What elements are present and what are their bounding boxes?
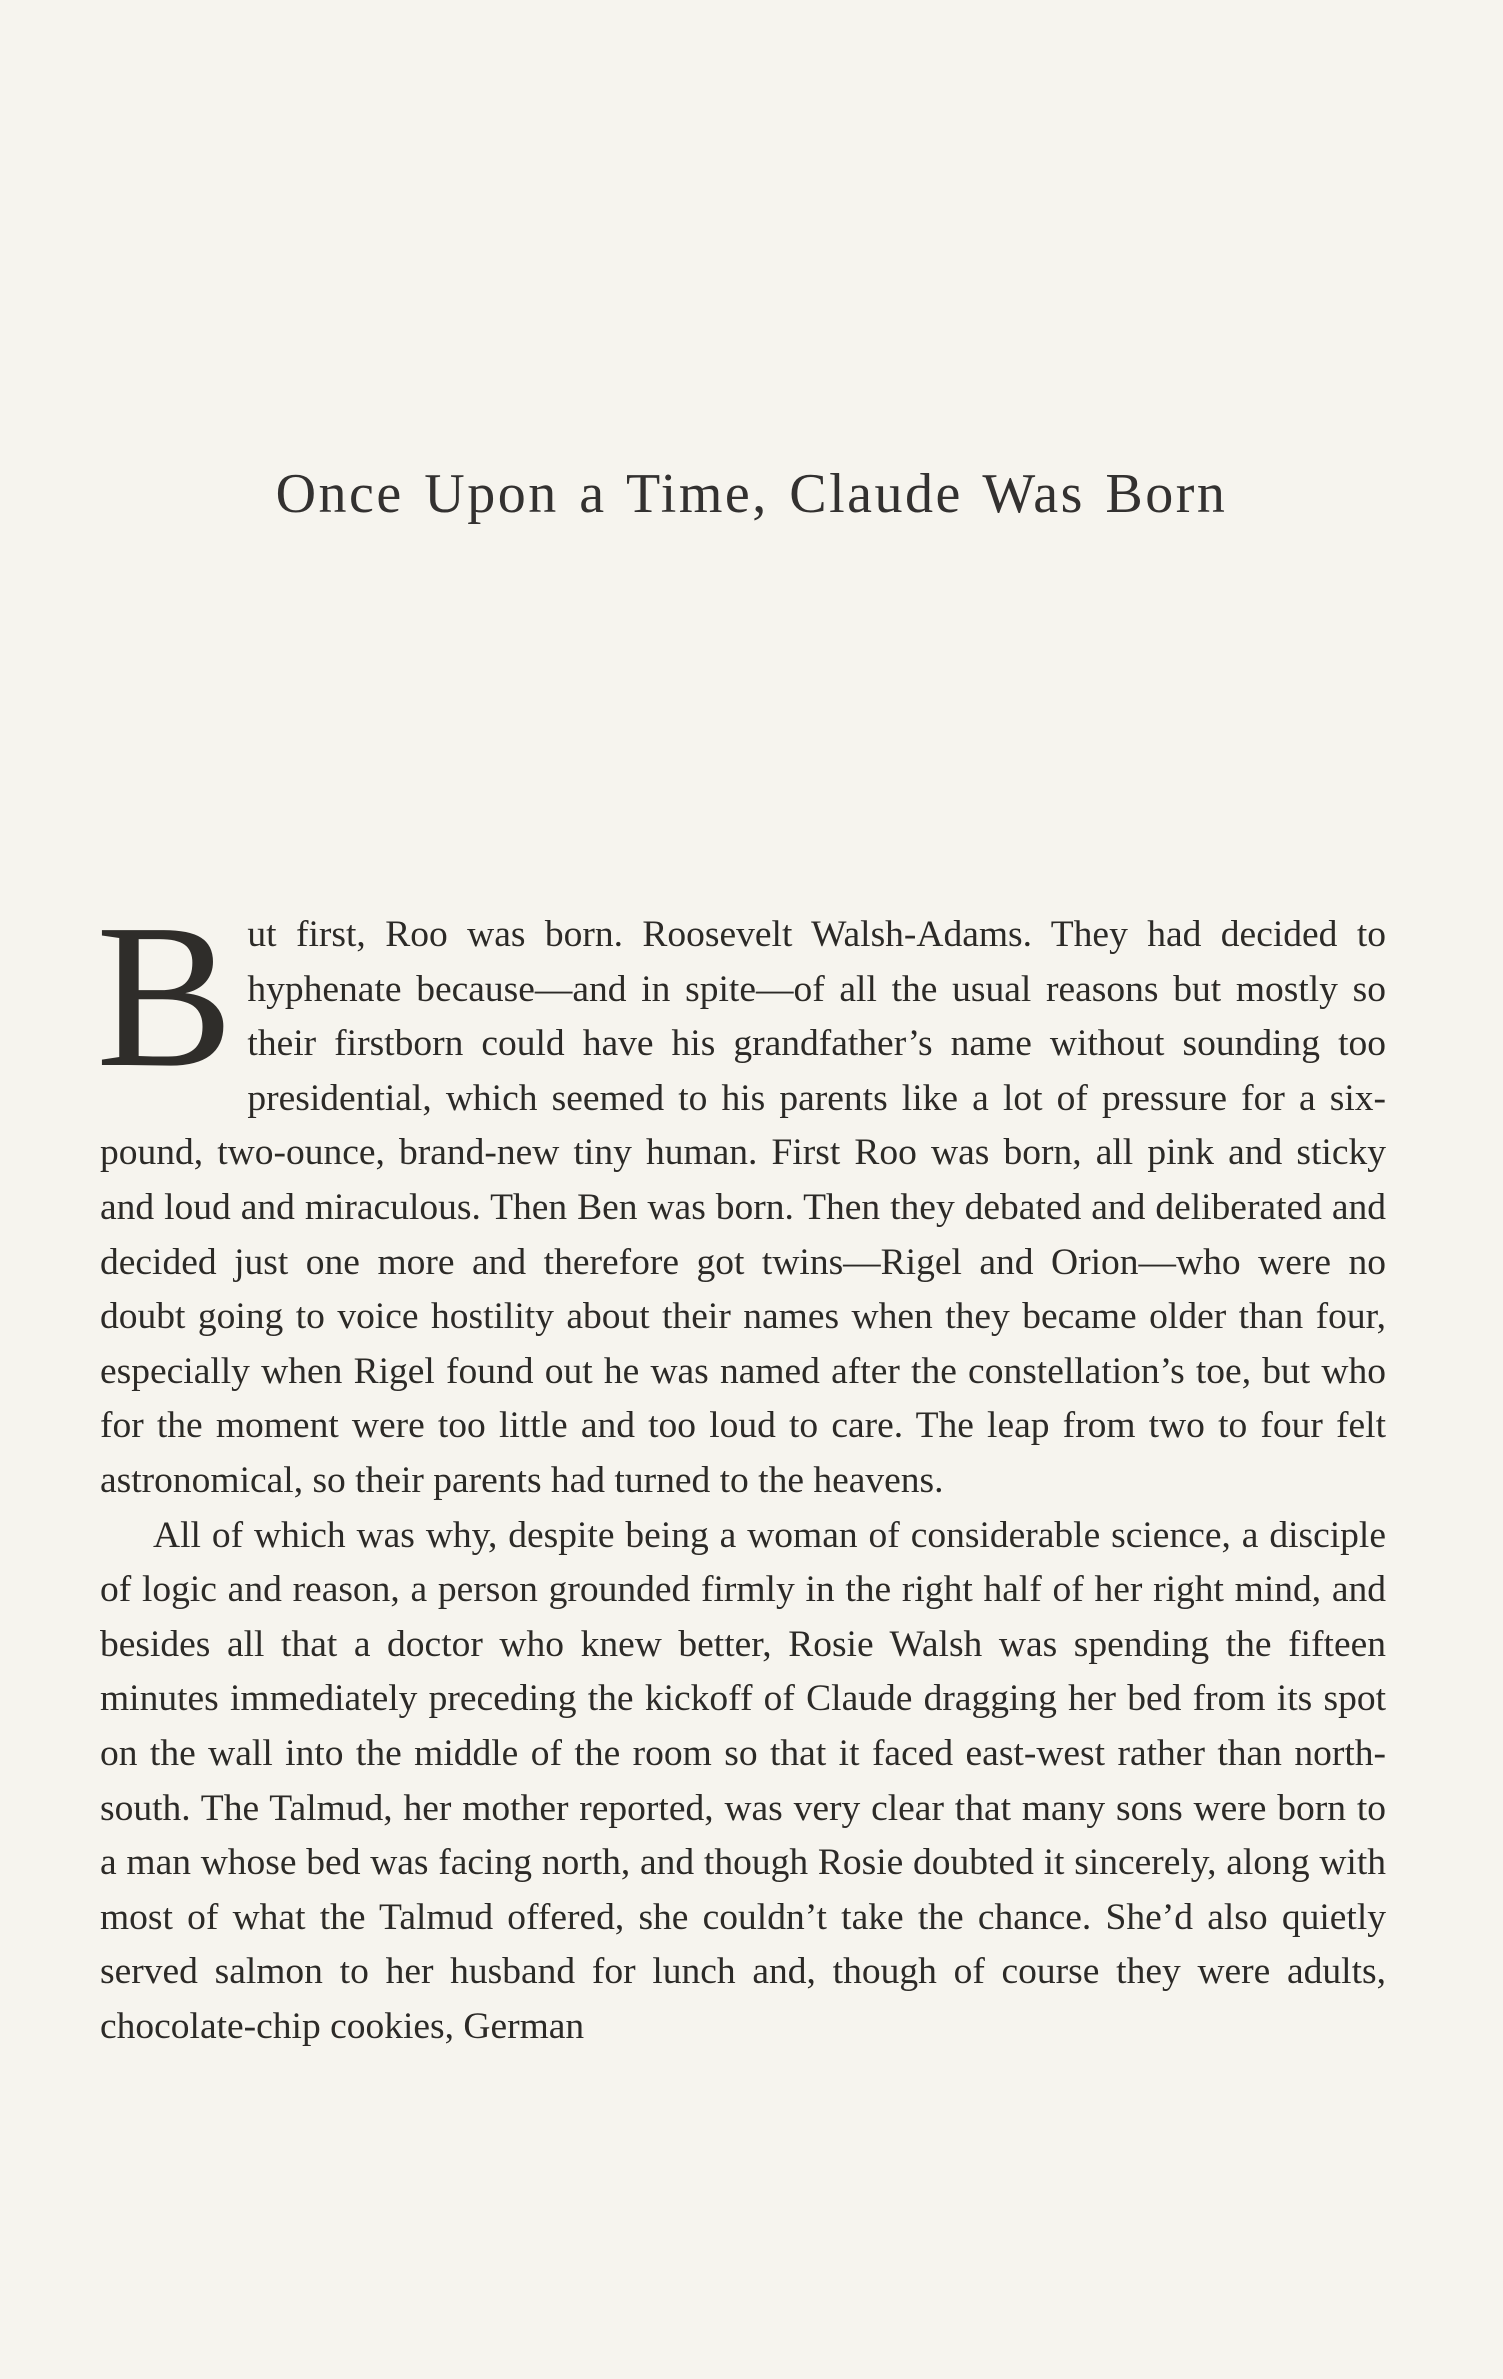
chapter-body: [96, 881, 1386, 2054]
paragraph-1: [96, 881, 1386, 1509]
paragraph-2: All of which was why, despite being a woman of considerable science, a disciple of logic and reason, a person grounded firmly in the right half of her right mind, and besides all that a doctor who knew better, Rosie Walsh was spending the fifteen minutes immediately preceding the kickoff of Claude dragging her bed from its spot on the wall into the middle of the room so that it faced east-west rather than north-south. The Talmud, her mother reported, was very clear that many sons were born to a man whose bed was facing north, and though Rosie doubted it sincerely, along with most of what the Talmud offered, she couldn’t take the chance. She’d also quietly served salmon to her husband for lunch and, though of course they were adults, chocolate-chip cookies, German: [100, 1514, 1386, 2047]
paragraph-1-text: ut first, Roo was born. Roosevelt Walsh-Adams. They had decided to hyphenate because—and in spite—of all the usual reasons but mostly so their firstborn could have his grandfather’s name without sounding too presidential, which seemed to his parents like a lot of pressure for a six-pound, two-ounce, brand-new tiny human. First Roo was born, all pink and sticky and loud and miraculous. Then Ben was born. Then they debated and deliberated and decided just one more and therefore got twins—Rigel and Orion—who were no doubt going to voice hostility about their names when they became older than four, especially when Rigel found out he was named after the constellation’s toe, but who for the moment were too little and too loud to care. The leap from two to four felt astronomical, so their parents had turned to the heavens.: [100, 914, 1386, 1501]
drop-cap: B: [96, 881, 234, 1110]
chapter-title: Once Upon a Time, Claude Was Born: [275, 463, 1228, 525]
